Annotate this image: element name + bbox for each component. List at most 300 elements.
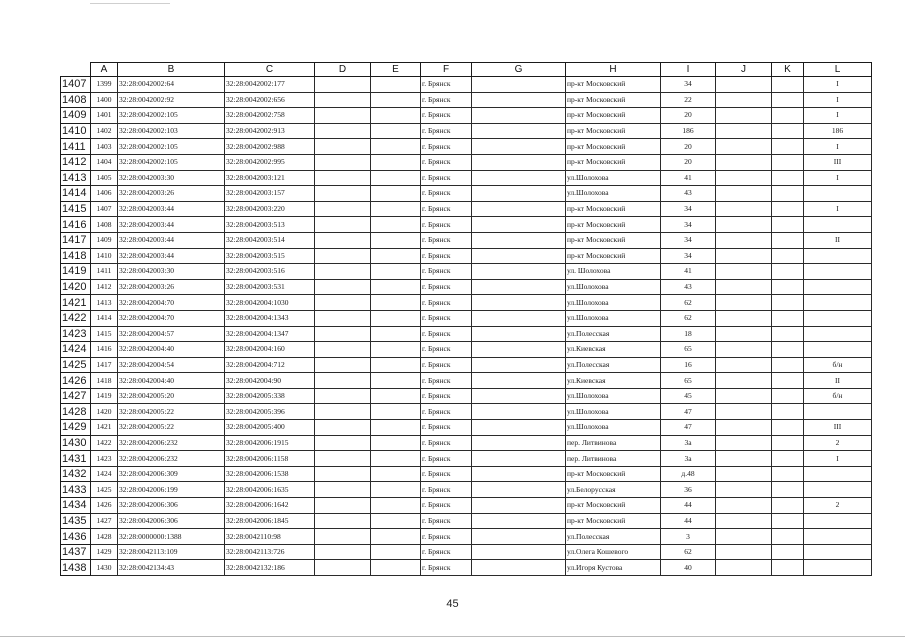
row-number: 1425: [61, 357, 91, 373]
cell-g: [472, 420, 566, 436]
cell-b: 32:28:0042006:306: [118, 513, 225, 529]
row-number: 1415: [61, 201, 91, 217]
cell-h: ул.Шолохова: [566, 279, 661, 295]
cell-h: пр-кт Московский: [566, 248, 661, 264]
cell-a: 1399: [91, 77, 118, 93]
cell-j: [716, 420, 772, 436]
cell-h: ул.Полесская: [566, 529, 661, 545]
cell-d: [315, 92, 371, 108]
cell-e: [371, 404, 421, 420]
cell-k: [772, 342, 804, 358]
cell-d: [315, 435, 371, 451]
cell-e: [371, 264, 421, 280]
table-row: [61, 466, 872, 482]
table-row: [61, 264, 872, 280]
cell-a: 1413: [91, 295, 118, 311]
cell-a: 1401: [91, 108, 118, 124]
cell-j: [716, 451, 772, 467]
cell-c: 32:28:0042003:121: [225, 170, 315, 186]
cell-i: 62: [661, 544, 716, 560]
column-header-k: K: [772, 63, 804, 77]
row-number: 1438: [61, 560, 91, 576]
cell-g: [472, 248, 566, 264]
cell-i: 44: [661, 498, 716, 514]
cell-a: 1416: [91, 342, 118, 358]
cell-g: [472, 186, 566, 202]
cell-d: [315, 451, 371, 467]
cell-j: [716, 201, 772, 217]
cell-g: [472, 170, 566, 186]
table-row: [61, 342, 872, 358]
cell-c: 32:28:0042006:1158: [225, 451, 315, 467]
cell-j: [716, 279, 772, 295]
cell-f: г. Брянск: [421, 186, 472, 202]
cell-f: г. Брянск: [421, 139, 472, 155]
column-header-d: D: [315, 63, 371, 77]
cell-e: [371, 139, 421, 155]
cell-l: 186: [804, 123, 872, 139]
cell-i: 65: [661, 342, 716, 358]
cell-c: 32:28:0042002:988: [225, 139, 315, 155]
cell-l: III: [804, 154, 872, 170]
cell-a: 1403: [91, 139, 118, 155]
cell-i: 43: [661, 186, 716, 202]
cell-a: 1406: [91, 186, 118, 202]
cell-e: [371, 201, 421, 217]
cell-g: [472, 123, 566, 139]
cell-j: [716, 529, 772, 545]
row-number: 1426: [61, 373, 91, 389]
cell-k: [772, 482, 804, 498]
cell-k: [772, 154, 804, 170]
row-number: 1409: [61, 108, 91, 124]
cell-f: г. Брянск: [421, 373, 472, 389]
table-row: [61, 498, 872, 514]
cell-h: ул.Шолохова: [566, 404, 661, 420]
cell-h: пр-кт Московский: [566, 92, 661, 108]
cell-e: [371, 186, 421, 202]
cell-k: [772, 295, 804, 311]
cell-b: 32:28:0042005:22: [118, 420, 225, 436]
cell-c: 32:28:0042004:712: [225, 357, 315, 373]
cell-i: 36: [661, 482, 716, 498]
cell-k: [772, 170, 804, 186]
cell-c: 32:28:0042003:513: [225, 217, 315, 233]
cell-b: 32:28:0042004:54: [118, 357, 225, 373]
cell-b: 32:28:0000000:1388: [118, 529, 225, 545]
cell-i: 65: [661, 373, 716, 389]
cell-k: [772, 92, 804, 108]
cell-k: [772, 217, 804, 233]
cell-f: г. Брянск: [421, 170, 472, 186]
cell-d: [315, 373, 371, 389]
cell-i: 18: [661, 326, 716, 342]
cell-f: г. Брянск: [421, 326, 472, 342]
cell-g: [472, 544, 566, 560]
cell-e: [371, 326, 421, 342]
cell-a: 1415: [91, 326, 118, 342]
cell-d: [315, 170, 371, 186]
cell-b: 32:28:0042003:44: [118, 248, 225, 264]
cell-h: ул.Шолохова: [566, 170, 661, 186]
cell-k: [772, 404, 804, 420]
cell-a: 1427: [91, 513, 118, 529]
cell-a: 1414: [91, 310, 118, 326]
cell-b: 32:28:0042113:109: [118, 544, 225, 560]
cell-e: [371, 388, 421, 404]
cell-i: 44: [661, 513, 716, 529]
cell-k: [772, 513, 804, 529]
table-row: [61, 326, 872, 342]
table-row: [61, 154, 872, 170]
cell-g: [472, 357, 566, 373]
cell-a: 1429: [91, 544, 118, 560]
table-row: [61, 248, 872, 264]
cell-c: 32:28:0042002:913: [225, 123, 315, 139]
cell-b: 32:28:0042003:44: [118, 232, 225, 248]
table-row: [61, 279, 872, 295]
cell-l: [804, 186, 872, 202]
cell-f: г. Брянск: [421, 217, 472, 233]
cell-a: 1421: [91, 420, 118, 436]
cell-j: [716, 513, 772, 529]
cell-c: 32:28:0042002:758: [225, 108, 315, 124]
cell-l: б/н: [804, 357, 872, 373]
cell-a: 1419: [91, 388, 118, 404]
row-number: 1419: [61, 264, 91, 280]
cell-f: г. Брянск: [421, 435, 472, 451]
cell-h: пер. Литвинова: [566, 451, 661, 467]
table-body: [61, 77, 872, 576]
cell-g: [472, 404, 566, 420]
cell-j: [716, 326, 772, 342]
cell-h: пр-кт Московский: [566, 217, 661, 233]
cell-l: I: [804, 451, 872, 467]
cell-c: 32:28:0042005:396: [225, 404, 315, 420]
table-row: [61, 529, 872, 545]
cell-l: [804, 264, 872, 280]
cell-g: [472, 295, 566, 311]
cell-a: 1404: [91, 154, 118, 170]
cell-c: 32:28:0042003:514: [225, 232, 315, 248]
cell-d: [315, 139, 371, 155]
cell-k: [772, 77, 804, 93]
column-header-a: A: [91, 63, 118, 77]
cell-e: [371, 420, 421, 436]
cell-a: 1407: [91, 201, 118, 217]
table-row: [61, 357, 872, 373]
cell-g: [472, 451, 566, 467]
cell-h: пр-кт Московский: [566, 498, 661, 514]
cell-h: ул.Белорусская: [566, 482, 661, 498]
cell-f: г. Брянск: [421, 232, 472, 248]
cell-e: [371, 357, 421, 373]
row-number: 1407: [61, 77, 91, 93]
cell-c: 32:28:0042004:160: [225, 342, 315, 358]
row-number: 1436: [61, 529, 91, 545]
cell-k: [772, 357, 804, 373]
cell-l: [804, 513, 872, 529]
cell-g: [472, 342, 566, 358]
cell-g: [472, 77, 566, 93]
cell-k: [772, 232, 804, 248]
column-header-l: L: [804, 63, 872, 77]
cell-a: 1423: [91, 451, 118, 467]
cell-f: г. Брянск: [421, 295, 472, 311]
cell-f: г. Брянск: [421, 310, 472, 326]
table-row: [61, 186, 872, 202]
cell-a: 1411: [91, 264, 118, 280]
cell-f: г. Брянск: [421, 264, 472, 280]
cell-d: [315, 529, 371, 545]
cell-b: 32:28:0042006:232: [118, 451, 225, 467]
cell-h: ул.Шолохова: [566, 186, 661, 202]
table-row: [61, 92, 872, 108]
cell-b: 32:28:0042004:70: [118, 295, 225, 311]
column-header-i: I: [661, 63, 716, 77]
cell-e: [371, 466, 421, 482]
cell-c: 32:28:0042003:531: [225, 279, 315, 295]
cell-k: [772, 139, 804, 155]
cell-g: [472, 326, 566, 342]
cell-c: 32:28:0042004:1347: [225, 326, 315, 342]
cell-h: пр-кт Московский: [566, 232, 661, 248]
cell-f: г. Брянск: [421, 279, 472, 295]
cell-e: [371, 170, 421, 186]
cell-h: ул.Олега Кошевого: [566, 544, 661, 560]
cell-i: 186: [661, 123, 716, 139]
cell-j: [716, 482, 772, 498]
cell-j: [716, 310, 772, 326]
row-number: 1410: [61, 123, 91, 139]
cell-l: I: [804, 108, 872, 124]
cell-d: [315, 77, 371, 93]
cell-i: 34: [661, 201, 716, 217]
cell-a: 1428: [91, 529, 118, 545]
cell-b: 32:28:0042004:40: [118, 342, 225, 358]
cell-g: [472, 310, 566, 326]
cell-i: 3а: [661, 435, 716, 451]
row-number: 1432: [61, 466, 91, 482]
cell-i: 45: [661, 388, 716, 404]
cell-g: [472, 466, 566, 482]
cell-d: [315, 498, 371, 514]
cell-l: I: [804, 139, 872, 155]
table-row: [61, 201, 872, 217]
cell-e: [371, 451, 421, 467]
cell-j: [716, 139, 772, 155]
cell-e: [371, 529, 421, 545]
cell-g: [472, 560, 566, 576]
cell-a: 1402: [91, 123, 118, 139]
cell-e: [371, 373, 421, 389]
row-number: 1421: [61, 295, 91, 311]
cell-g: [472, 513, 566, 529]
cell-d: [315, 123, 371, 139]
column-header-row: [61, 63, 872, 77]
cell-d: [315, 232, 371, 248]
cell-b: 32:28:0042003:44: [118, 217, 225, 233]
cell-i: 62: [661, 310, 716, 326]
cell-d: [315, 420, 371, 436]
table-row: [61, 544, 872, 560]
cell-b: 32:28:0042006:306: [118, 498, 225, 514]
cell-e: [371, 154, 421, 170]
cell-j: [716, 388, 772, 404]
cell-i: 47: [661, 420, 716, 436]
cell-d: [315, 264, 371, 280]
cell-c: 32:28:0042005:338: [225, 388, 315, 404]
cell-f: г. Брянск: [421, 466, 472, 482]
cell-a: 1422: [91, 435, 118, 451]
cell-k: [772, 123, 804, 139]
cell-f: г. Брянск: [421, 498, 472, 514]
cell-c: 32:28:0042002:177: [225, 77, 315, 93]
cell-k: [772, 326, 804, 342]
cell-d: [315, 154, 371, 170]
cell-j: [716, 154, 772, 170]
cell-h: пр-кт Московский: [566, 139, 661, 155]
cell-c: 32:28:0042132:186: [225, 560, 315, 576]
cell-k: [772, 186, 804, 202]
table-row: [61, 435, 872, 451]
cell-d: [315, 310, 371, 326]
table-row: [61, 217, 872, 233]
cell-i: 47: [661, 404, 716, 420]
cell-c: 32:28:0042110:98: [225, 529, 315, 545]
cell-l: I: [804, 92, 872, 108]
row-number: 1411: [61, 139, 91, 155]
cell-l: [804, 310, 872, 326]
corner-cell: [61, 63, 91, 77]
cell-i: 34: [661, 232, 716, 248]
cell-b: 32:28:0042006:309: [118, 466, 225, 482]
cell-b: 32:28:0042003:44: [118, 201, 225, 217]
page-number: 45: [446, 598, 459, 610]
column-header-h: H: [566, 63, 661, 77]
cell-g: [472, 154, 566, 170]
cell-f: г. Брянск: [421, 451, 472, 467]
cell-c: 32:28:0042002:995: [225, 154, 315, 170]
cell-f: г. Брянск: [421, 342, 472, 358]
table-row: [61, 170, 872, 186]
cell-d: [315, 295, 371, 311]
cell-i: 34: [661, 217, 716, 233]
cell-b: 32:28:0042002:105: [118, 108, 225, 124]
table-row: [61, 373, 872, 389]
cell-f: г. Брянск: [421, 404, 472, 420]
cell-j: [716, 186, 772, 202]
cell-g: [472, 201, 566, 217]
cell-g: [472, 482, 566, 498]
table-row: [61, 451, 872, 467]
cell-g: [472, 388, 566, 404]
cell-h: пр-кт Московский: [566, 77, 661, 93]
cell-j: [716, 77, 772, 93]
cell-h: ул.Шолохова: [566, 420, 661, 436]
cell-b: 32:28:0042004:70: [118, 310, 225, 326]
row-number: 1422: [61, 310, 91, 326]
cell-b: 32:28:0042003:26: [118, 279, 225, 295]
cell-a: 1410: [91, 248, 118, 264]
table-row: [61, 232, 872, 248]
table-row: [61, 139, 872, 155]
cell-l: II: [804, 373, 872, 389]
scan-bottom-rule: [0, 636, 905, 637]
cell-e: [371, 77, 421, 93]
row-number: 1413: [61, 170, 91, 186]
table-row: [61, 482, 872, 498]
cell-a: 1418: [91, 373, 118, 389]
column-header-f: F: [421, 63, 472, 77]
cell-j: [716, 498, 772, 514]
cell-e: [371, 482, 421, 498]
row-number: 1427: [61, 388, 91, 404]
cell-l: I: [804, 77, 872, 93]
cell-b: 32:28:0042002:64: [118, 77, 225, 93]
row-number: 1433: [61, 482, 91, 498]
cell-c: 32:28:0042006:1538: [225, 466, 315, 482]
column-header-e: E: [371, 63, 421, 77]
cell-a: 1420: [91, 404, 118, 420]
cell-h: ул.Киевская: [566, 342, 661, 358]
cell-e: [371, 92, 421, 108]
cell-e: [371, 498, 421, 514]
cell-a: 1424: [91, 466, 118, 482]
cell-k: [772, 264, 804, 280]
cell-i: 34: [661, 77, 716, 93]
cell-l: [804, 544, 872, 560]
cell-d: [315, 388, 371, 404]
cell-c: 32:28:0042113:726: [225, 544, 315, 560]
cell-j: [716, 466, 772, 482]
cell-k: [772, 420, 804, 436]
cell-k: [772, 529, 804, 545]
cell-f: г. Брянск: [421, 544, 472, 560]
cell-l: II: [804, 232, 872, 248]
cell-a: 1412: [91, 279, 118, 295]
table-row: [61, 404, 872, 420]
row-number: 1408: [61, 92, 91, 108]
cell-f: г. Брянск: [421, 248, 472, 264]
cell-e: [371, 435, 421, 451]
cell-h: ул.Шолохова: [566, 295, 661, 311]
cell-b: 32:28:0042002:92: [118, 92, 225, 108]
cell-b: 32:28:0042134:43: [118, 560, 225, 576]
cell-l: [804, 342, 872, 358]
row-number: 1420: [61, 279, 91, 295]
cell-e: [371, 544, 421, 560]
cell-g: [472, 108, 566, 124]
cell-f: г. Брянск: [421, 154, 472, 170]
row-number: 1437: [61, 544, 91, 560]
cell-k: [772, 248, 804, 264]
cell-h: ул.Киевская: [566, 373, 661, 389]
cell-f: г. Брянск: [421, 560, 472, 576]
cell-j: [716, 373, 772, 389]
cell-a: 1430: [91, 560, 118, 576]
column-header-g: G: [472, 63, 566, 77]
cell-l: [804, 326, 872, 342]
cell-i: 34: [661, 248, 716, 264]
cell-h: пр-кт Московский: [566, 123, 661, 139]
cell-e: [371, 123, 421, 139]
cell-d: [315, 248, 371, 264]
cell-i: 3: [661, 529, 716, 545]
cell-c: 32:28:0042004:90: [225, 373, 315, 389]
cell-j: [716, 108, 772, 124]
cell-g: [472, 92, 566, 108]
